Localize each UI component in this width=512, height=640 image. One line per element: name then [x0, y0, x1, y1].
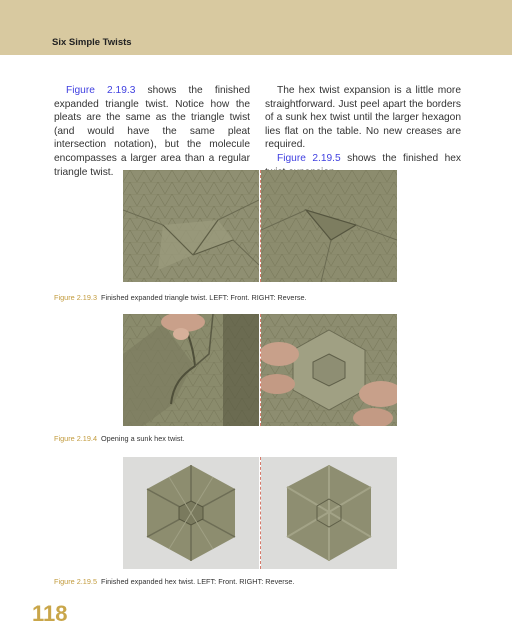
figure-number: Figure 2.19.4: [54, 434, 97, 443]
opening-hex-twist-photo-2: [261, 314, 397, 426]
figure-reference-link[interactable]: Figure 2.19.3: [66, 85, 136, 96]
figure-2-19-5-photos: [123, 457, 397, 569]
triangle-twist-reverse-photo: [261, 170, 397, 282]
figure-2-19-3-caption: [54, 293, 307, 302]
figure-number: Figure 2.19.3: [54, 293, 97, 302]
figure-number: Figure 2.19.5: [54, 577, 97, 586]
figure-2-19-5-caption: [54, 577, 294, 586]
right-paragraph-2-text: shows the finished hex: [347, 152, 462, 164]
left-paragraph-text: shows the finished expanded triangle twist. Notice how the pleats are the same as the triangle twist (and would have the same pleat intersection notation), but the molecule encompasses a larger area than a regular triangle twist.: [54, 85, 250, 178]
opening-hex-twist-photo-1: [123, 314, 259, 426]
figure-reference-link[interactable]: Figure 2.19.5: [277, 152, 341, 164]
hex-twist-front-photo: [123, 457, 259, 569]
triangle-twist-front-photo: [123, 170, 259, 282]
page-number: 118: [32, 601, 68, 626]
right-text-column: [265, 84, 461, 179]
hex-twist-reverse-photo: [261, 457, 397, 569]
photo-divider: [260, 457, 261, 569]
left-text-column: [54, 84, 250, 179]
left-paragraph: [54, 84, 250, 179]
photo-divider: [260, 314, 261, 426]
right-paragraph-1: The hex twist expansion is a little more straightforward. Just peel apart the borders of a sunk hex twist until the larger hexagon lies flat on the table. No new creases are required.: [265, 85, 461, 151]
caption-text: Finished expanded hex twist. LEFT: Front. RIGHT: Reverse.: [101, 577, 295, 586]
figure-2-19-4-photos: [123, 314, 397, 426]
page-header-band: [0, 0, 512, 55]
running-header-title: Six Simple Twists: [52, 37, 132, 48]
figure-2-19-3-photos: [123, 170, 397, 282]
caption-text: Opening a sunk hex twist.: [101, 434, 185, 443]
photo-divider: [260, 170, 261, 282]
caption-text: Finished expanded triangle twist. LEFT: Front. RIGHT: Reverse.: [101, 293, 307, 302]
figure-2-19-4-caption: [54, 434, 185, 443]
